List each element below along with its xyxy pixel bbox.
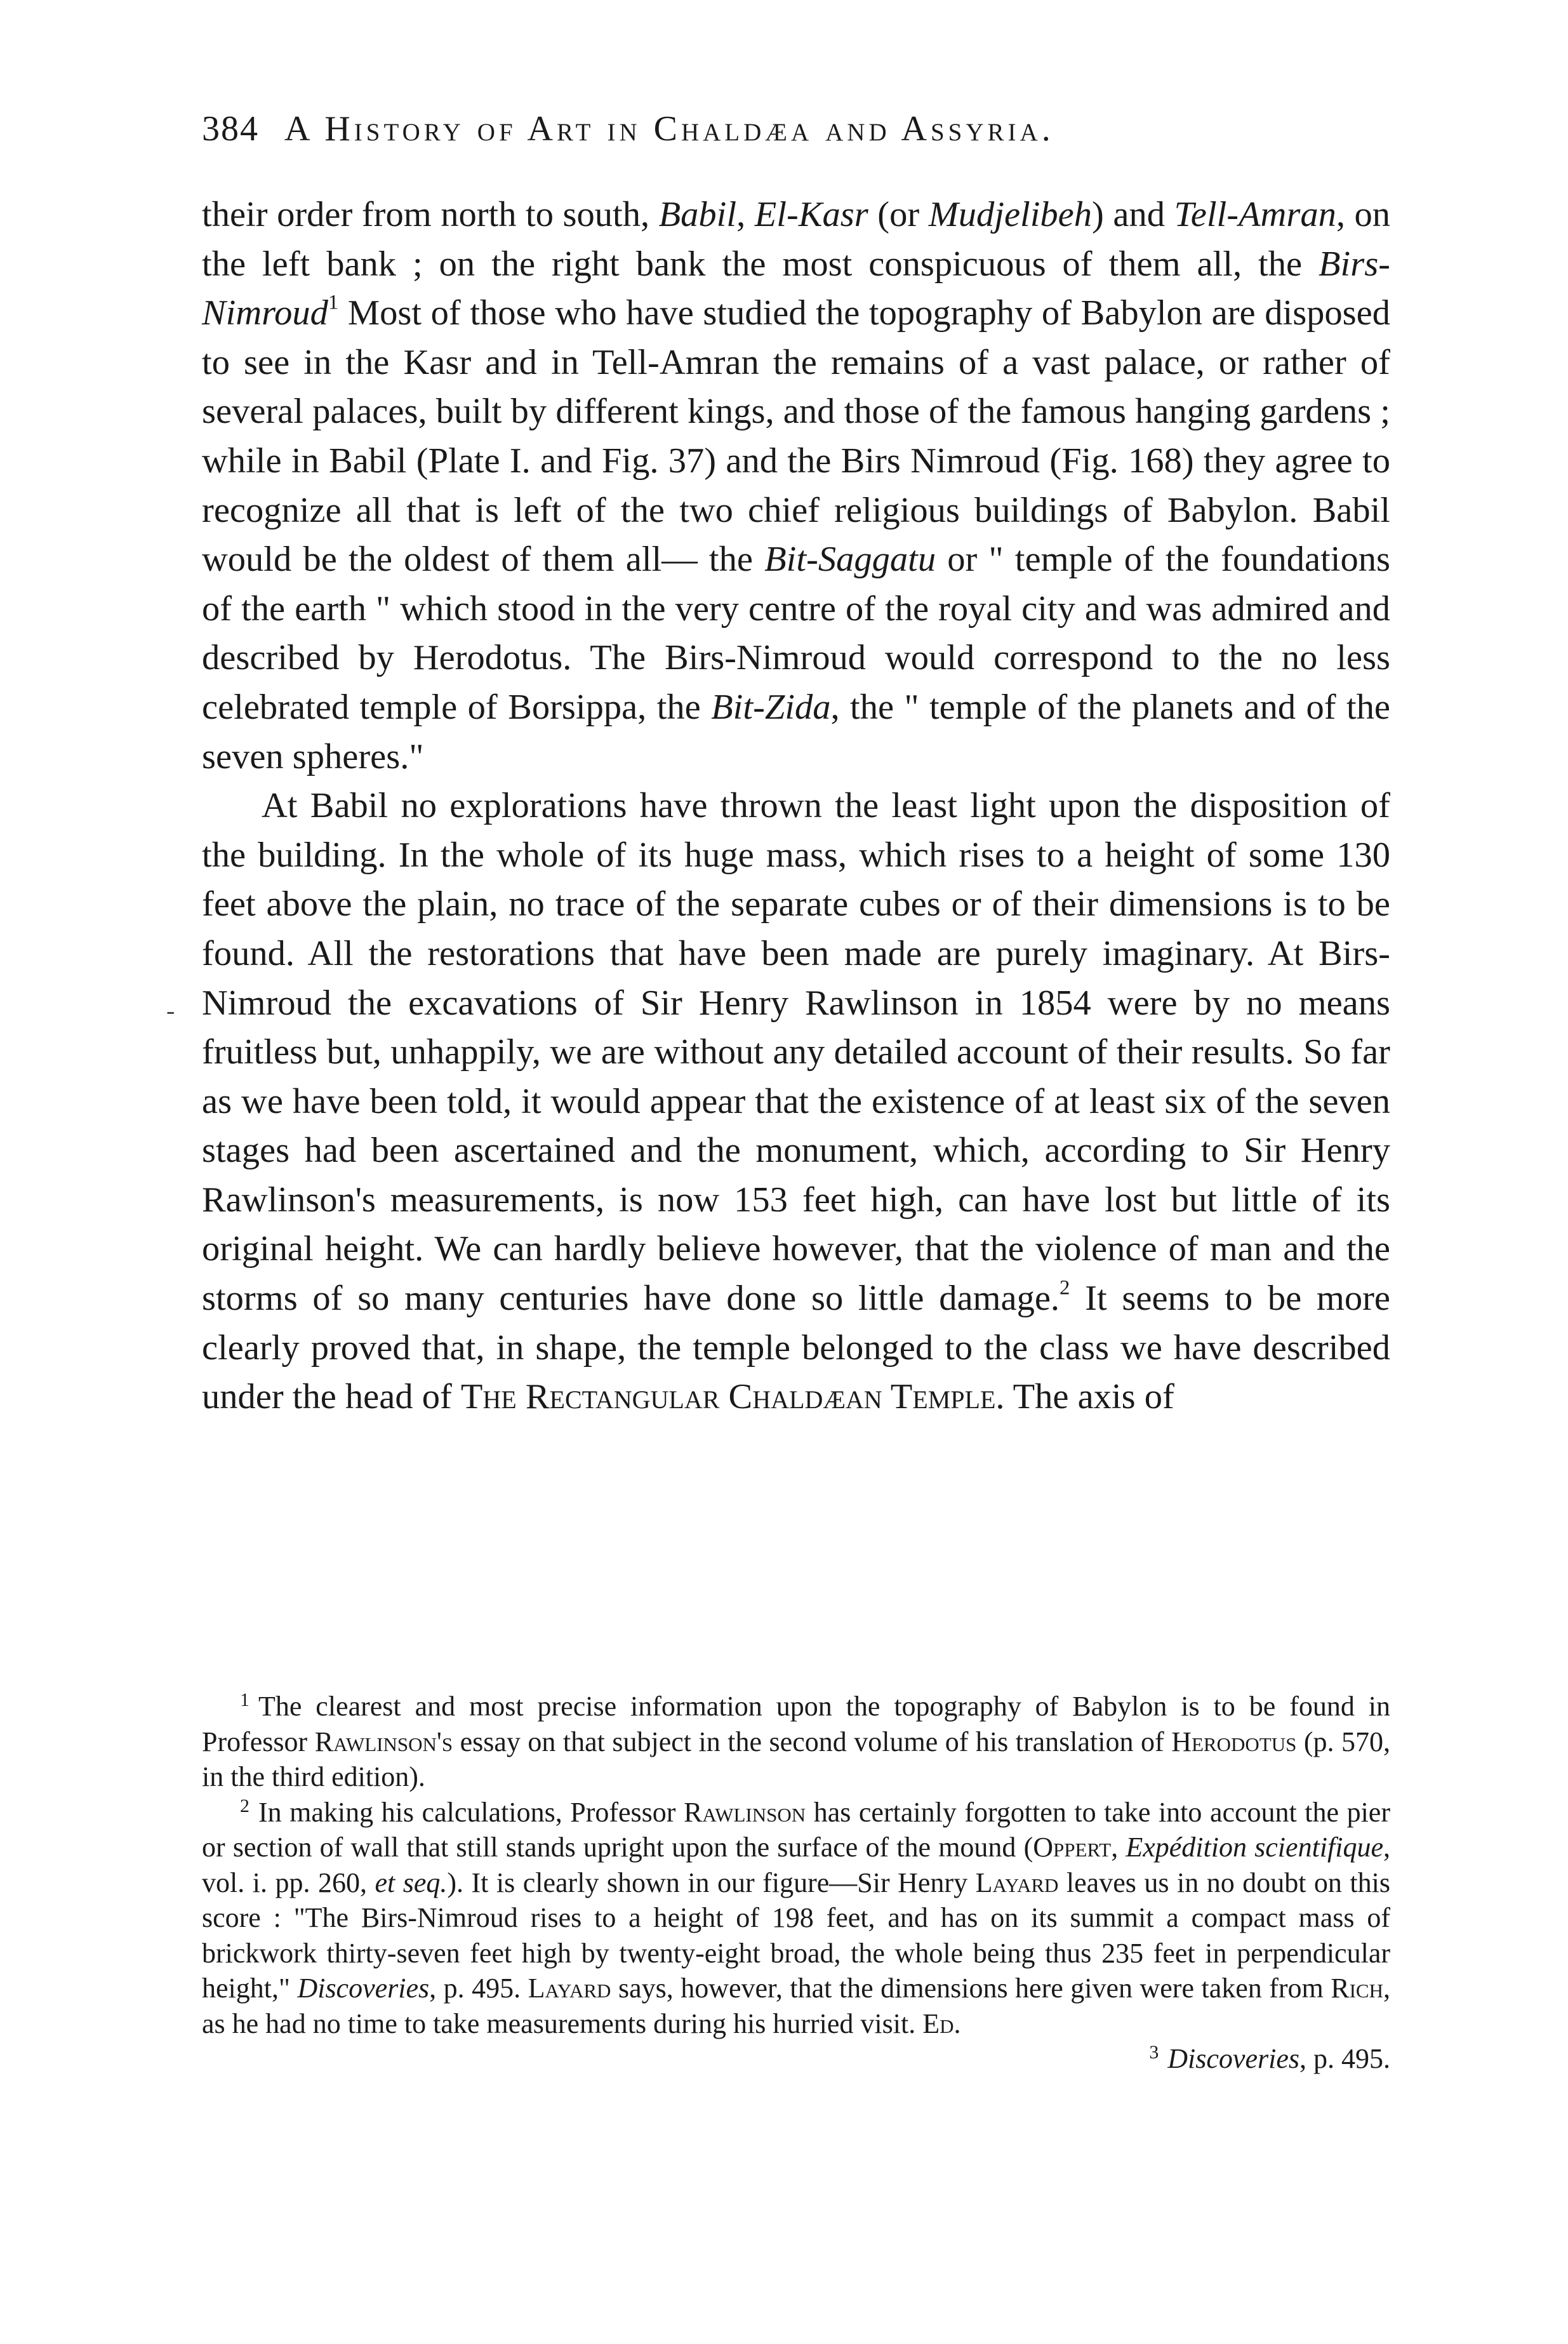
name-herodotus: Herodotus <box>1171 1726 1297 1757</box>
text-run: , p. 495. <box>429 1973 528 2004</box>
footnote-number: 2 <box>240 1795 249 1816</box>
title-expedition: Expédition scientifique <box>1126 1832 1383 1863</box>
editor-mark: Ed. <box>922 2008 961 2039</box>
name-oppert: Oppert <box>1033 1832 1112 1863</box>
text-run: , p. 495. <box>1299 2043 1390 2074</box>
text-run: , on the left bank ; on the right bank the most conspicuous of them all, the <box>202 195 1391 284</box>
margin-mark: - <box>166 996 175 1025</box>
text-run: has certainly forgotten to take into account the pier or section of wall that still stands upright upon the surface of the mound ( <box>202 1796 1390 1863</box>
text-run: says, however, that the dimensions here given were taken from <box>611 1973 1331 2004</box>
term-el-kasr: El-Kasr <box>754 195 868 234</box>
paragraph-1 <box>202 190 1390 782</box>
name-layard: Layard <box>528 1973 611 2004</box>
text-run: At Babil no explorations have thrown the least light upon the disposition of the building. In the whole of its huge mass, which rises to a height of some 130 feet above the plain, no trace of the separate cubes or of their dimensions is to be found. All the restorations that have been made are purely imaginary. At Birs-Nimroud the excavations of Sir Henry Rawlinson in 1854 were by no means fruitless but, unhappily, we are without any detailed account of their results. So far as we have been told, it would appear that the existence of at least six of the seven stages had been ascertained and the monument, which, according to Sir Henry Rawlinson's measurements, is now 153 feet high, can have lost but little of its original height. We can hardly believe however, that the violence of man and the storms of so many centuries have done so little damage. <box>202 786 1390 1319</box>
text-run: , as he had no time to take measurements during his hurried visit. <box>202 1973 1390 2039</box>
name-rawlinson: Rawlinson's <box>314 1726 453 1757</box>
footnote-3 <box>202 2041 1390 2077</box>
text-run: or " temple of the foundations of the earth " which stood in the very centre of the royal city and was admired and described by Herodotus. The Birs-Nimroud would correspond to the no less celebrated temple of Borsippa, the <box>202 540 1390 727</box>
term-birs-nimroud: Birs-Nimroud <box>202 244 1390 333</box>
text-run: ). It is clearly shown in our figure—Sir Henry <box>447 1867 976 1898</box>
footnote-ref-2[interactable]: 2 <box>1060 1276 1070 1300</box>
text-run: , <box>736 195 755 234</box>
footnote-number: 1 <box>240 1689 249 1711</box>
footnotes <box>202 1689 1390 2077</box>
text-run: (or <box>868 195 929 234</box>
text-run: (p. 570, in the third edition). <box>202 1726 1391 1792</box>
footnote-2 <box>202 1795 1390 2042</box>
text-run: . The axis of <box>995 1377 1174 1417</box>
title-discoveries: Discoveries <box>297 1973 430 2004</box>
text-run: leaves us in no doubt on this score : "The Birs-Nimroud rises to a height of 198 feet, and has on its summit a compact mass of brickwork thirty-seven feet high by twenty-eight broad, the whole being thus 235 feet in perpendicular height," <box>202 1867 1390 2004</box>
running-head <box>202 100 1408 157</box>
footnote-1 <box>202 1689 1390 1795</box>
section-reference: The Rectangular Chaldæan Temple <box>460 1377 996 1417</box>
main-text <box>202 190 1390 1422</box>
paragraph-2 <box>202 782 1390 1422</box>
text-run: their order from north to south, <box>202 195 659 234</box>
term-bit-saggatu: Bit-Saggatu <box>764 540 936 580</box>
name-rich: Rich <box>1331 1973 1383 2004</box>
term-babil: Babil <box>658 195 737 234</box>
running-title: A History of Art in Chaldæa and Assyria. <box>284 109 1054 149</box>
footnote-number: 3 <box>1149 2042 1159 2063</box>
text-run: The clearest and most precise information upon the topography of Babylon is to be found in Professor <box>202 1691 1390 1757</box>
footnote-ref-1[interactable]: 1 <box>328 291 339 314</box>
term-tell-amran: Tell-Amran <box>1174 195 1336 234</box>
term-mudjelibeh: Mudjelibeh <box>928 195 1092 234</box>
text-run: ) and <box>1092 195 1174 234</box>
name-rawlinson: Rawlinson <box>683 1796 806 1828</box>
text-run: essay on that subject in the second volume of his translation of <box>453 1726 1172 1757</box>
text-run: , <box>1111 1832 1126 1863</box>
text-run: Most of those who have studied the topography of Babylon are disposed to see in the Kasr and in Tell-Amran the remains of a vast palace, or rather of several palaces, built by different kings, and those of the famous hanging gardens ; while in Babil (Plate I. and Fig. 37) and the Birs Nimroud (Fig. 168) they agree to recognize all that is left of the two chief religious buildings of Babylon. Babil would be the oldest of them all— the <box>202 293 1390 580</box>
et-seq: et seq. <box>375 1867 448 1898</box>
text-run: In making his calculations, Professor <box>258 1796 684 1828</box>
text-run: , vol. i. pp. 260, <box>202 1832 1390 1898</box>
page-number: 384 <box>202 109 259 149</box>
text-run: It seems to be more clearly proved that, in shape, the temple belonged to the class we have described under the head of <box>202 1279 1390 1417</box>
title-discoveries: Discoveries <box>1167 2043 1299 2074</box>
term-bit-zida: Bit-Zida <box>711 687 831 727</box>
name-layard: Layard <box>975 1867 1059 1898</box>
text-run: , the " temple of the planets and of the seven spheres." <box>202 687 1390 776</box>
